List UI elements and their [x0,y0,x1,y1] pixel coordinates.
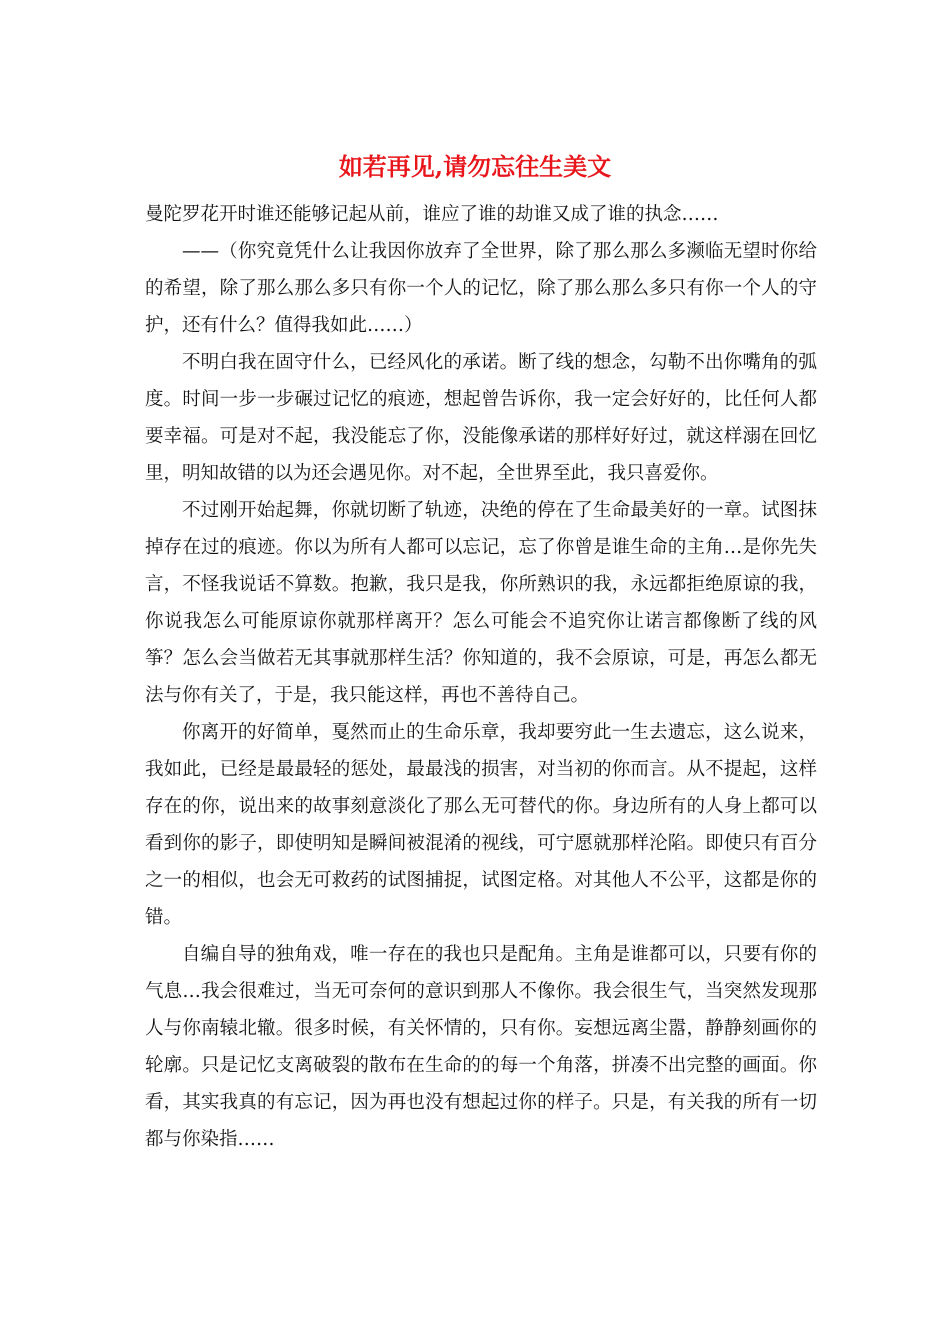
paragraph-6: 自编自导的独角戏，唯一存在的我也只是配角。主角是谁都可以，只要有你的气息…我会很难过，当无可奈何的意识到那人不像你。我会很生气，当突然发现那人与你南辕北辙。很多时候，有关怀情的，只有你。妄想远离尘嚣，静静刻画你的轮廓。只是记忆支离破裂的散布在生命的的每一个角落，拼凑不出完整的画面。你看，其实我真的有忘记，因为再也没有想起过你的样子。只是，有关我的所有一切都与你染指…… [145,944,817,1150]
paragraph-2: ——（你究竟凭什么让我因你放弃了全世界，除了那么那么多濒临无望时你给的希望，除了那么那么多只有你一个人的记忆，除了那么那么多只有你一个人的守护，还有什么？值得我如此……） [145,241,817,336]
paragraph-4: 不过刚开始起舞，你就切断了轨迹，决绝的停在了生命最美好的一章。试图抹掉存在过的痕迹。你以为所有人都可以忘记，忘了你曾是谁生命的主角…是你先失言，不怪我说话不算数。抱歉，我只是我，你所熟识的我，永远都拒绝原谅的我，你说我怎么可能原谅你就那样离开？怎么可能会不追究你让诺言都像断了线的风筝？怎么会当做若无其事就那样生活？你知道的，我不会原谅，可是，再怎么都无法与你有关了，于是，我只能这样，再也不善待自己。 [145,500,817,706]
paragraph-3: 不明白我在固守什么，已经风化的承诺。断了线的想念，勾勒不出你嘴角的弧度。时间一步一步碾过记忆的痕迹，想起曾告诉你，我一定会好好的，比任何人都要幸福。可是对不起，我没能忘了你，没能像承诺的那样好好过，就这样溺在回忆里，明知故错的以为还会遇见你。对不起，全世界至此，我只喜爱你。 [145,352,817,484]
document-title: 如若再见,请勿忘往生美文 [338,152,612,181]
paragraph-5: 你离开的好简单，戛然而止的生命乐章，我却要穷此一生去遗忘，这么说来，我如此，已经是最最轻的惩处，最最浅的损害，对当初的你而言。从不提起，这样存在的你，说出来的故事刻意淡化了那么无可替代的你。身边所有的人身上都可以看到你的影子，即使明知是瞬间被混淆的视线，可宁愿就那样沦陷。即使只有百分之一的相似，也会无可救药的试图捕捉，试图定格。对其他人不公平，这都是你的错。 [145,722,817,928]
document-body [145,196,817,1158]
paragraph-1: 曼陀罗花开时谁还能够记起从前，谁应了谁的劫谁又成了谁的执念…… [145,204,719,225]
